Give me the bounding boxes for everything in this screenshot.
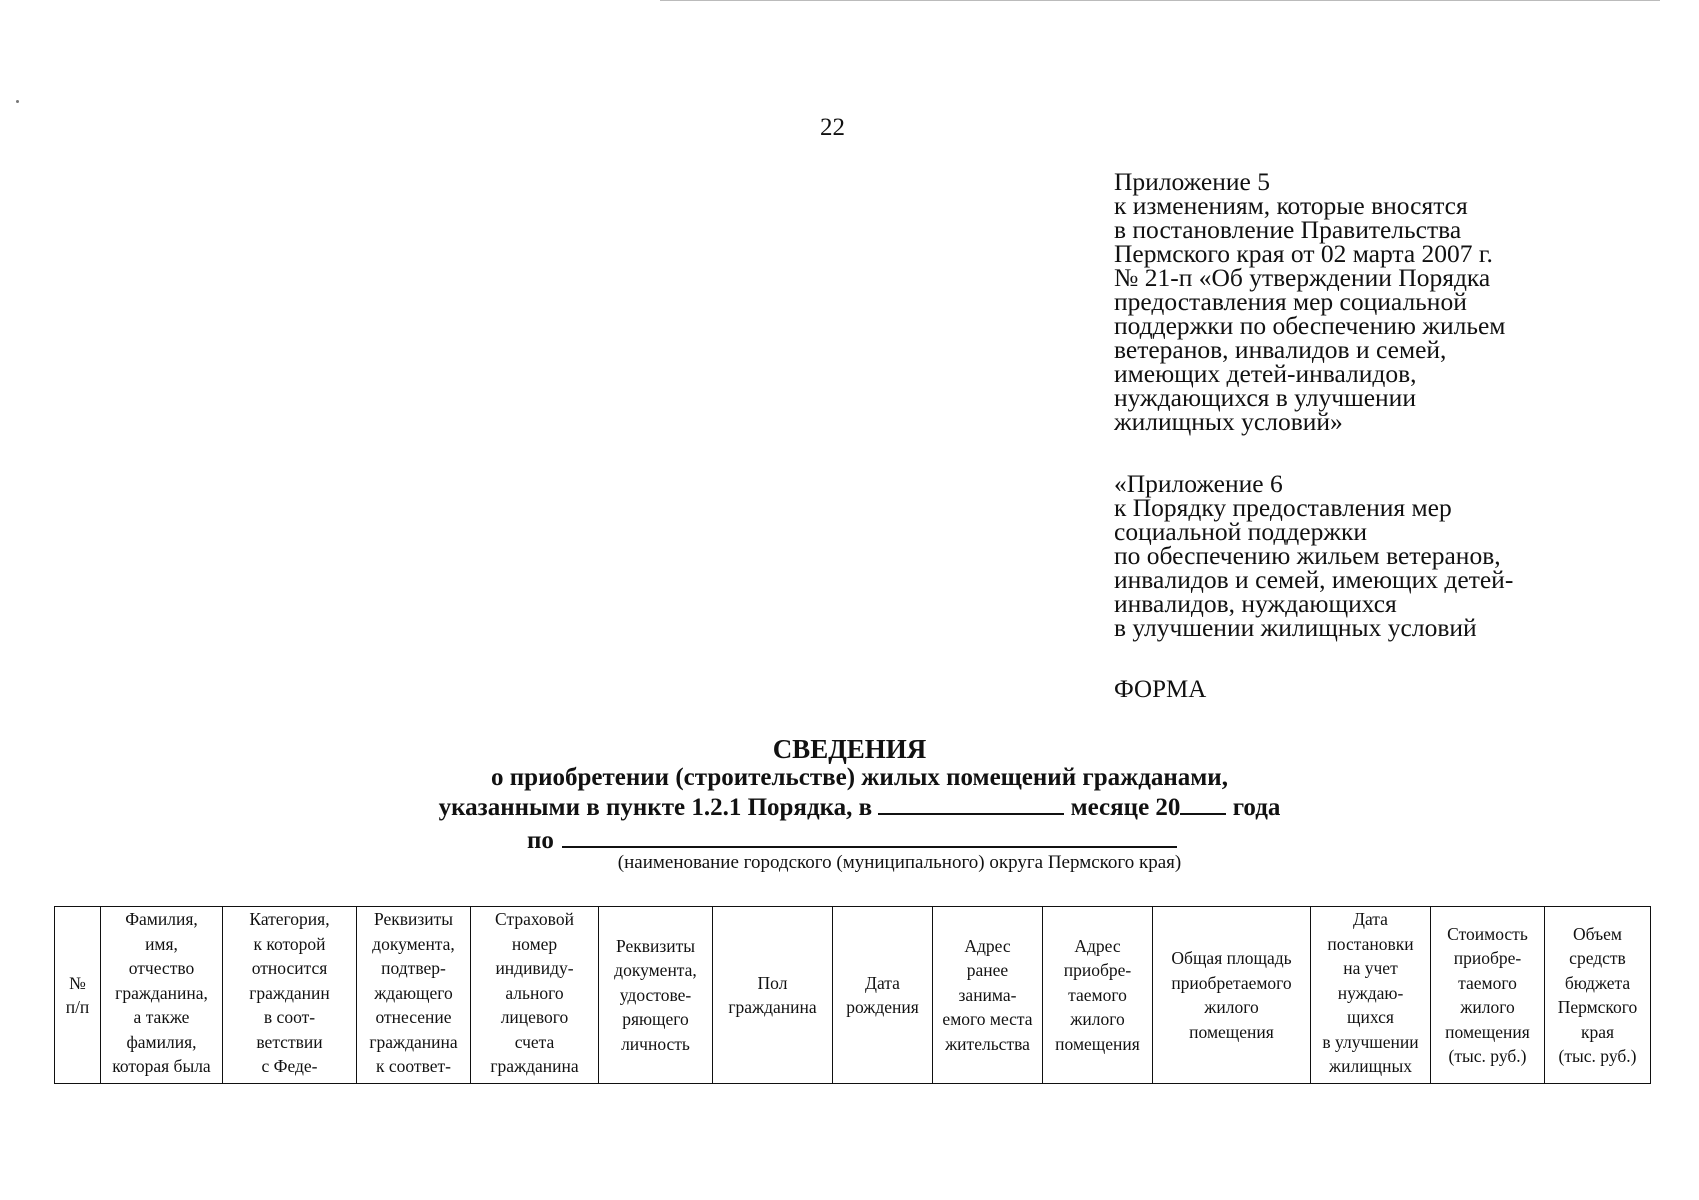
column-header-line: Дата	[1353, 909, 1388, 929]
column-header-line: на учет	[1343, 958, 1398, 978]
appendix-6-line: к Порядку предоставления мер	[1114, 493, 1452, 522]
column-header	[1153, 907, 1311, 1084]
column-header-line: гражданина	[490, 1056, 579, 1076]
column-header-line: бюджета	[1564, 972, 1631, 993]
column-header-line: (тыс. руб.)	[1558, 1046, 1637, 1066]
scan-speck	[16, 100, 19, 103]
column-header-line: ального	[505, 982, 564, 1003]
column-header	[713, 907, 833, 1084]
appendix-5-line: Пермского края от 02 марта 2007 г.	[1114, 239, 1493, 268]
column-header-line: Реквизиты	[373, 909, 454, 929]
column-header-line: емого места	[942, 1009, 1033, 1030]
column-header	[55, 907, 101, 1084]
column-header-line: подтвер-	[381, 958, 446, 978]
title-line-2	[20, 791, 1699, 821]
column-header-line: с Феде-	[261, 1056, 318, 1076]
appendix-6-line: «Приложение 6	[1114, 469, 1283, 498]
column-header-line: в соот-	[263, 1007, 316, 1027]
scan-edge-line	[660, 0, 1660, 1]
title-line-1: о приобретении (строительстве) жилых помещений гражданами,	[491, 764, 1228, 791]
column-header-line: счета	[514, 1031, 555, 1052]
appendix-5-line: нуждающихся в улучшении	[1114, 383, 1416, 412]
column-header-line: документа,	[372, 933, 455, 954]
column-header-line: удостове-	[619, 984, 692, 1005]
column-header-line: индивиду-	[495, 958, 574, 978]
appendix-5-header	[1114, 167, 1506, 436]
district-blank-field	[562, 824, 1177, 848]
table-header-row	[55, 907, 1651, 1084]
column-header	[1311, 907, 1431, 1084]
column-header-line: жилого	[1070, 1009, 1125, 1030]
column-header-line: №	[69, 972, 86, 993]
title-line-2-part-c: года	[1232, 794, 1281, 821]
column-header-line: к соответ-	[376, 1056, 451, 1076]
column-header-line: номер	[511, 933, 558, 954]
appendix-5-line: жилищных условий»	[1114, 407, 1343, 436]
column-header-line: рождения	[846, 997, 919, 1017]
appendix-5-line: предоставления мер социальной	[1114, 287, 1467, 316]
column-header-line: жилого	[1204, 997, 1259, 1017]
form-label: ФОРМА	[1114, 676, 1207, 703]
page-number: 22	[820, 114, 845, 141]
column-header-line: (тыс. руб.)	[1448, 1046, 1527, 1066]
column-header-line: жилищных	[1329, 1056, 1412, 1076]
column-header-line: фамилия,	[126, 1031, 197, 1052]
column-header-line: жилого	[1460, 997, 1515, 1017]
column-header-line: помещения	[1055, 1033, 1140, 1054]
title-line-2-part-a: указанными в пункте 1.2.1 Порядка, в	[438, 794, 873, 821]
year-blank-field	[1180, 791, 1226, 815]
column-header-line: ранее	[966, 960, 1009, 981]
column-header-line: гражданина	[369, 1031, 458, 1052]
column-header	[933, 907, 1043, 1084]
title-main: СВЕДЕНИЯ	[772, 734, 927, 764]
appendix-6-line: по обеспечению жильем ветеранов,	[1114, 541, 1501, 570]
column-header-line: Адрес	[1074, 935, 1121, 956]
appendix-5-line: к изменениям, которые вносятся	[1114, 191, 1468, 220]
column-header-line: нуждаю-	[1337, 982, 1404, 1003]
column-header-line: таемого	[1458, 972, 1517, 993]
column-header-line: помещения	[1445, 1021, 1530, 1042]
column-header	[471, 907, 599, 1084]
appendix-5-line: в постановление Правительства	[1114, 215, 1462, 244]
column-header	[599, 907, 713, 1084]
column-header	[357, 907, 471, 1084]
column-header-line: отнесение	[375, 1007, 452, 1027]
column-header-line: имя,	[145, 933, 178, 954]
appendix-5-line: Приложение 5	[1114, 167, 1270, 196]
appendix-5-line: ветеранов, инвалидов и семей,	[1114, 335, 1447, 364]
title-line-2-part-b: месяце 20	[1070, 794, 1181, 821]
column-header-line: а также	[133, 1007, 190, 1027]
form-table	[54, 906, 1651, 1084]
district-prefix: по	[527, 827, 554, 854]
column-header-line: приобре-	[1063, 960, 1132, 981]
column-header	[101, 907, 223, 1084]
column-header-line: отчество	[128, 958, 195, 978]
appendix-6-header	[1114, 469, 1514, 642]
column-header-line: жительства	[945, 1033, 1030, 1054]
column-header-line: Стоимость	[1447, 923, 1528, 944]
column-header-line: гражданина	[728, 997, 817, 1017]
column-header-line: которая была	[112, 1056, 211, 1076]
column-header-line: ветствии	[256, 1031, 323, 1052]
column-header	[1431, 907, 1545, 1084]
column-header-line: приобре-	[1453, 948, 1522, 968]
column-header-line: помещения	[1189, 1021, 1274, 1042]
column-header-line: лицевого	[500, 1007, 569, 1027]
column-header-line: документа,	[614, 960, 697, 981]
column-header-line: гражданина,	[115, 982, 208, 1003]
column-header-line: Категория,	[249, 909, 330, 929]
column-header	[223, 907, 357, 1084]
column-header-line: Общая площадь	[1171, 948, 1292, 968]
column-header-line: гражданин	[249, 982, 330, 1003]
column-header-line: ждающего	[374, 982, 453, 1003]
column-header	[1545, 907, 1651, 1084]
column-header-line: Объем	[1573, 923, 1622, 944]
column-header-line: средств	[1569, 948, 1626, 968]
district-caption: (наименование городского (муниципального) округа Пермского края)	[617, 852, 1182, 873]
column-header-line: таемого	[1068, 984, 1127, 1005]
column-header-line: Пол	[757, 972, 788, 993]
appendix-5-line: № 21-п «Об утверждении Порядка	[1114, 263, 1491, 292]
column-header-line: Фамилия,	[125, 909, 198, 929]
column-header-line: щихся	[1347, 1007, 1394, 1027]
column-header-line: занима-	[958, 984, 1017, 1005]
column-header-line: приобретаемого	[1171, 972, 1292, 993]
column-header	[1043, 907, 1153, 1084]
column-header-line: Страховой	[495, 909, 574, 929]
column-header-line: ряющего	[622, 1009, 689, 1030]
column-header-line: Адрес	[964, 935, 1011, 956]
appendix-6-line: инвалидов и семей, имеющих детей-	[1114, 565, 1514, 594]
column-header-line: относится	[251, 958, 328, 978]
appendix-6-line: социальной поддержки	[1114, 517, 1368, 546]
column-header-line: Реквизиты	[615, 935, 696, 956]
column-header-line: в улучшении	[1322, 1031, 1419, 1052]
appendix-5-line: поддержки по обеспечению жильем	[1114, 311, 1506, 340]
column-header-line: п/п	[65, 997, 90, 1017]
column-header-line: Пермского	[1557, 997, 1638, 1017]
column-header-line: к которой	[253, 933, 326, 954]
document-title	[0, 734, 1699, 821]
column-header-line: Дата	[865, 972, 900, 993]
appendix-6-line: в улучшении жилищных условий	[1114, 613, 1477, 642]
district-line	[527, 824, 1177, 855]
column-header	[833, 907, 933, 1084]
column-header-line: края	[1580, 1021, 1615, 1042]
column-header-line: личность	[621, 1033, 690, 1054]
month-blank-field	[878, 791, 1064, 815]
column-header-line: постановки	[1327, 933, 1414, 954]
appendix-5-line: имеющих детей-инвалидов,	[1114, 359, 1417, 388]
appendix-6-line: инвалидов, нуждающихся	[1114, 589, 1397, 618]
